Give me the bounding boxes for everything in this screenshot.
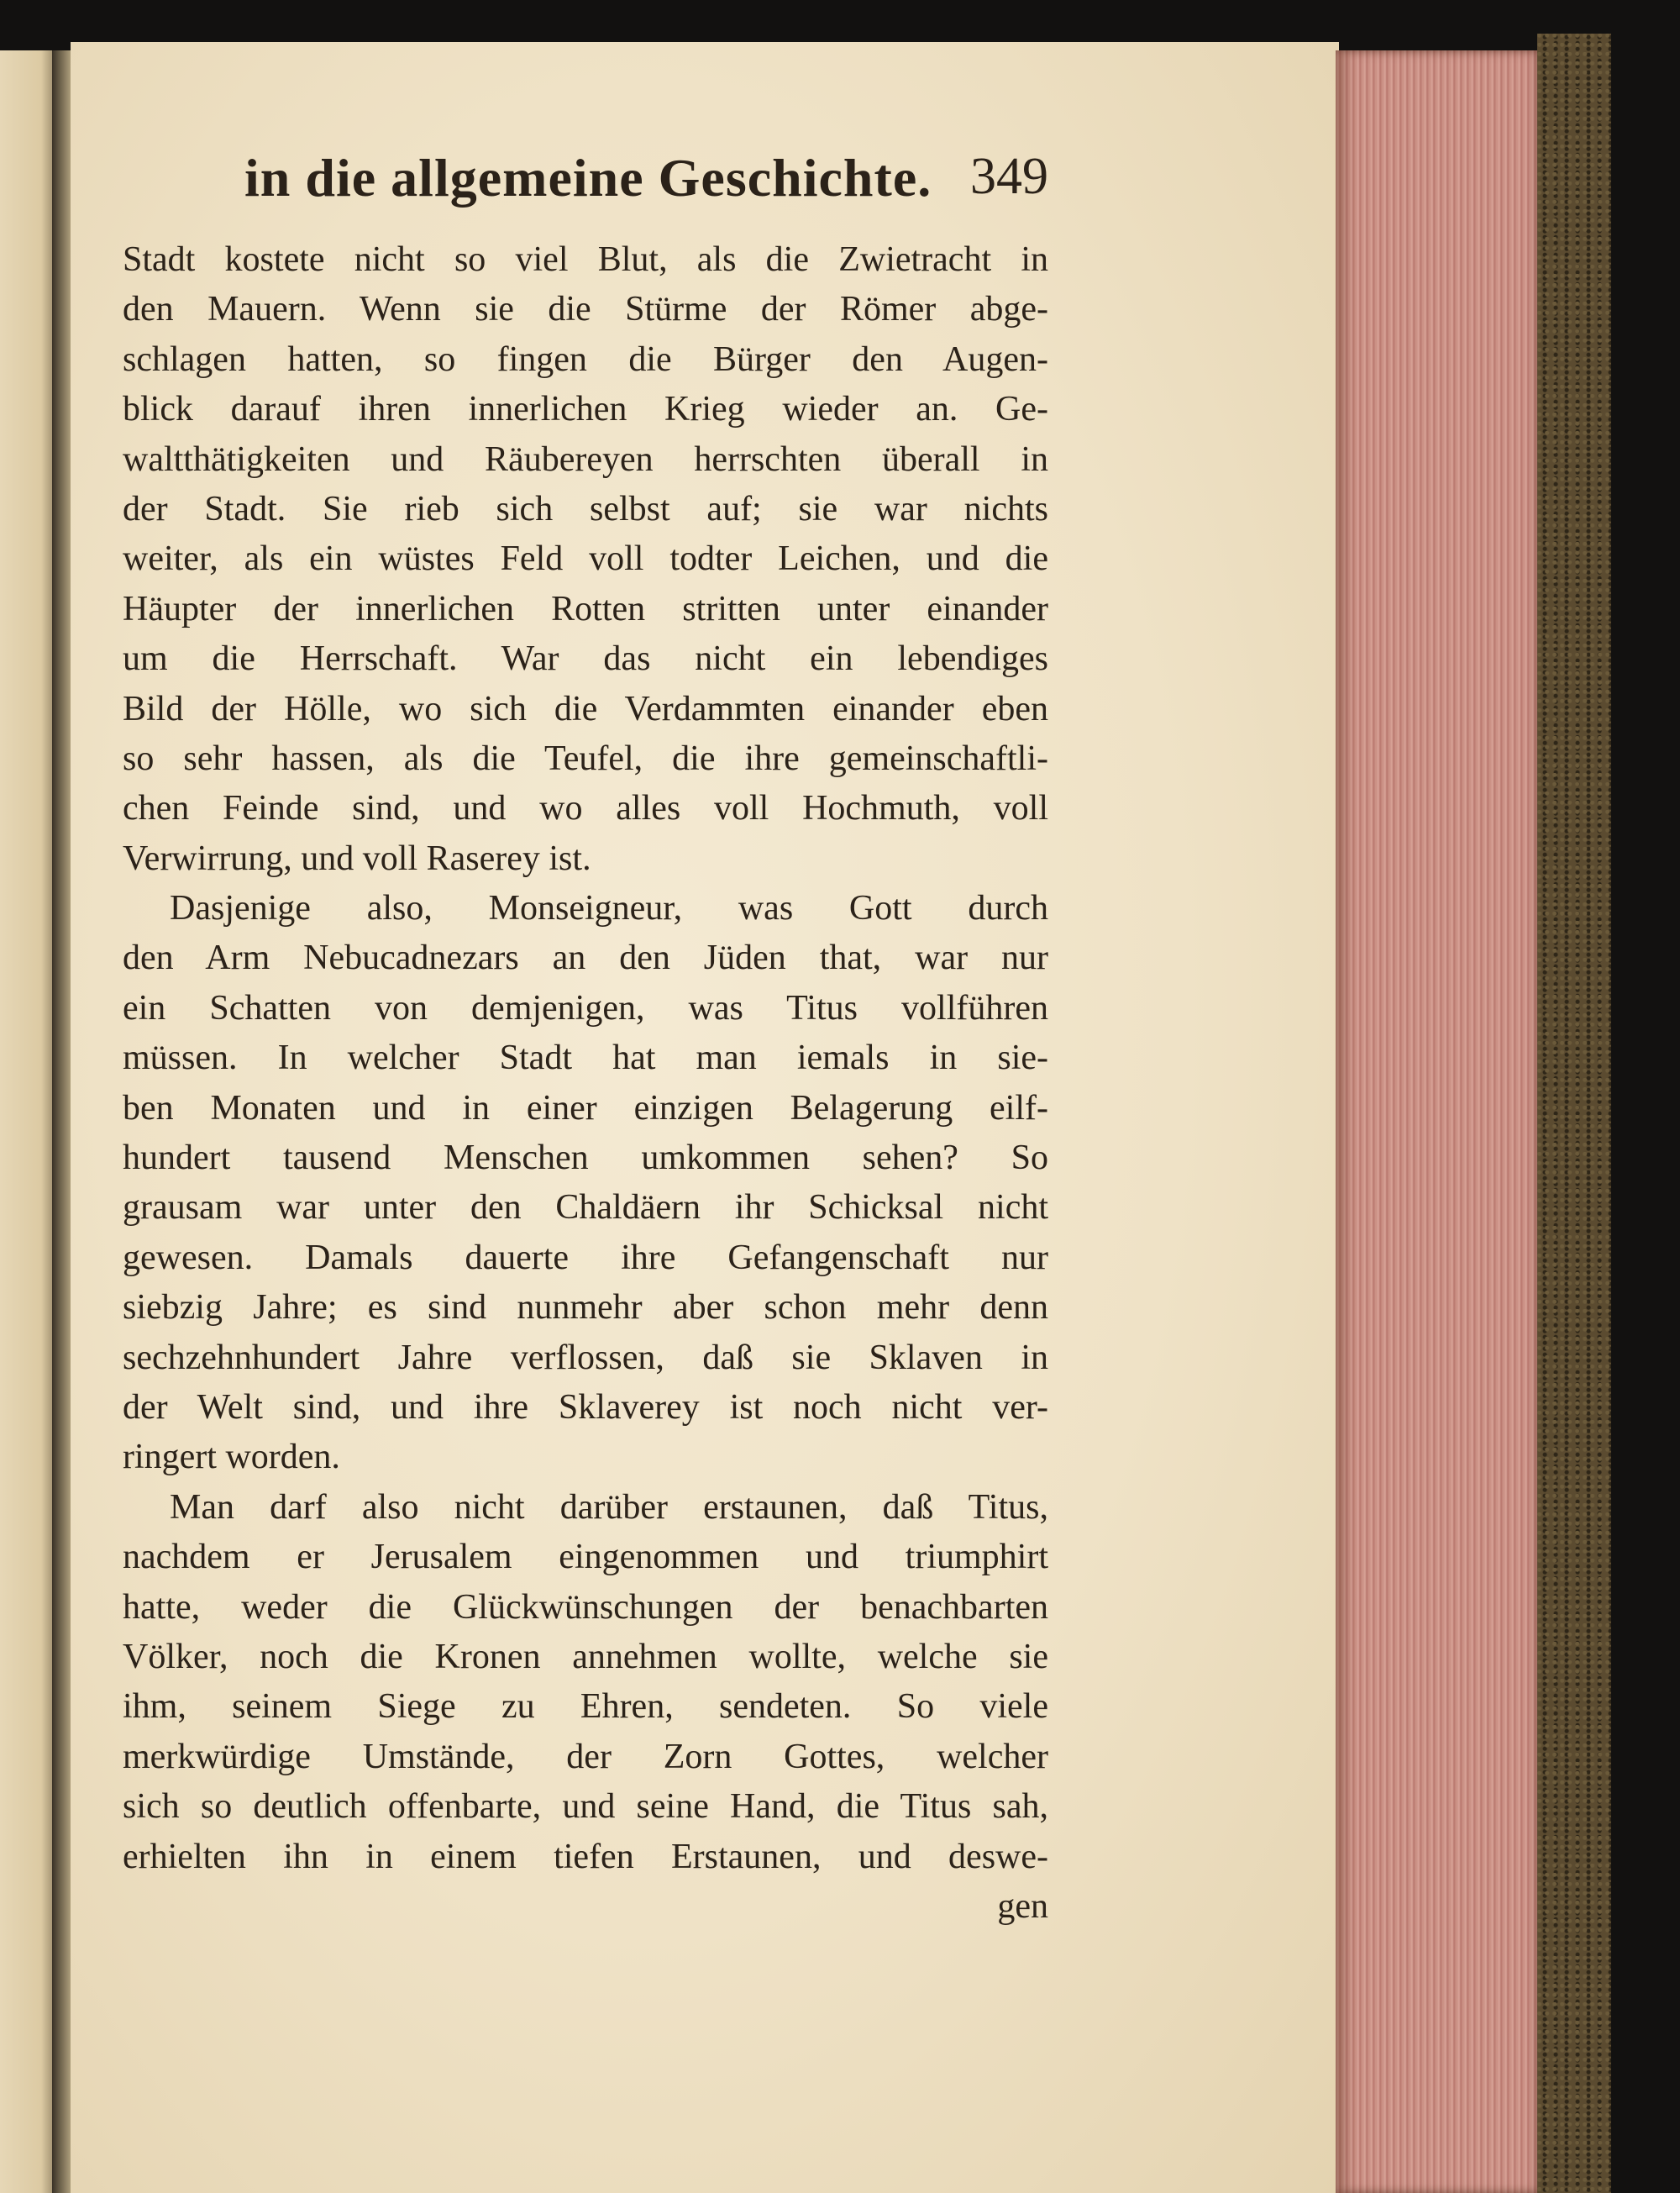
text-line: hatte, weder die Glückwünschungen der benachbarten xyxy=(123,1587,1048,1627)
text-line: Verwirrung, und voll Raserey ist. xyxy=(123,839,591,878)
text-line: ein Schatten von demjenigen, was Titus vollführen xyxy=(123,988,1048,1028)
text-line: weiter, als ein wüstes Feld voll todter Leichen, und die xyxy=(123,539,1048,579)
text-line: grausam war unter den Chaldäern ihr Schicksal nicht xyxy=(123,1188,1048,1228)
text-line: gen xyxy=(997,1886,1048,1926)
running-title: in die allgemeine Geschichte. xyxy=(244,148,932,208)
text-line: sich so deutlich offenbarte, und seine Hand, die Titus sah, xyxy=(123,1787,1048,1827)
text-line: chen Feinde sind, und wo alles voll Hochmuth, voll xyxy=(123,789,1048,828)
text-line: ben Monaten und in einer einzigen Belagerung eilf- xyxy=(123,1088,1048,1128)
text-line: gewesen. Damals dauerte ihre Gefangenschaft nur xyxy=(123,1238,1048,1277)
text-line: Bild der Hölle, wo sich die Verdammten einander eben xyxy=(123,689,1048,728)
text-line: Völker, noch die Kronen annehmen wollte, welche sie xyxy=(123,1637,1048,1676)
text-line: sechzehnhundert Jahre verflossen, daß sie Sklaven in xyxy=(123,1338,1048,1377)
text-line: ihm, seinem Siege zu Ehren, sendeten. So viele xyxy=(123,1687,1048,1727)
text-line: den Mauern. Wenn sie die Stürme der Römer abge- xyxy=(123,290,1048,329)
facing-page-edge xyxy=(0,50,59,2193)
text-line: Dasjenige also, Monseigneur, was Gott durch xyxy=(170,889,1048,928)
text-line: müssen. In welcher Stadt hat man iemals in sie- xyxy=(123,1039,1048,1078)
text-line: blick darauf ihren innerlichen Krieg wieder an. Ge- xyxy=(123,390,1048,429)
text-line: nachdem er Jerusalem eingenommen und triumphirt xyxy=(123,1538,1048,1577)
text-line: Stadt kostete nicht so viel Blut, als die Zwietracht in xyxy=(123,240,1048,279)
text-line: erhielten ihn in einem tiefen Erstaunen, und deswe- xyxy=(123,1837,1048,1876)
text-line: ringert worden. xyxy=(123,1438,340,1477)
page-number: 349 xyxy=(970,148,1048,205)
body-text xyxy=(123,235,1048,1932)
text-line: Man darf also nicht darüber erstaunen, daß Titus, xyxy=(170,1487,1048,1527)
running-header xyxy=(244,147,1048,214)
text-line: merkwürdige Umstände, der Zorn Gottes, welcher xyxy=(123,1737,1048,1776)
text-line: um die Herrschaft. War das nicht ein lebendiges xyxy=(123,639,1048,679)
text-line: schlagen hatten, so fingen die Bürger den Augen- xyxy=(123,339,1048,379)
text-line: hundert tausend Menschen umkommen sehen? So xyxy=(123,1139,1048,1178)
book-gutter xyxy=(52,50,72,2193)
text-line: der Stadt. Sie rieb sich selbst auf; sie war nichts xyxy=(123,489,1048,529)
text-line: Häupter der innerlichen Rotten stritten unter einander xyxy=(123,589,1048,628)
book-cover-edge xyxy=(1537,34,1611,2193)
page-edges-red xyxy=(1336,50,1541,2193)
text-line: der Welt sind, und ihre Sklaverey ist noch nicht ver- xyxy=(123,1387,1048,1427)
text-line: waltthätigkeiten und Räubereyen herrschten überall in xyxy=(123,439,1048,479)
text-line: siebzig Jahre; es sind nunmehr aber schon mehr denn xyxy=(123,1288,1048,1328)
text-line: so sehr hassen, als die Teufel, die ihre gemeinschaftli- xyxy=(123,739,1048,778)
text-line: den Arm Nebucadnezars an den Jüden that, war nur xyxy=(123,939,1048,978)
